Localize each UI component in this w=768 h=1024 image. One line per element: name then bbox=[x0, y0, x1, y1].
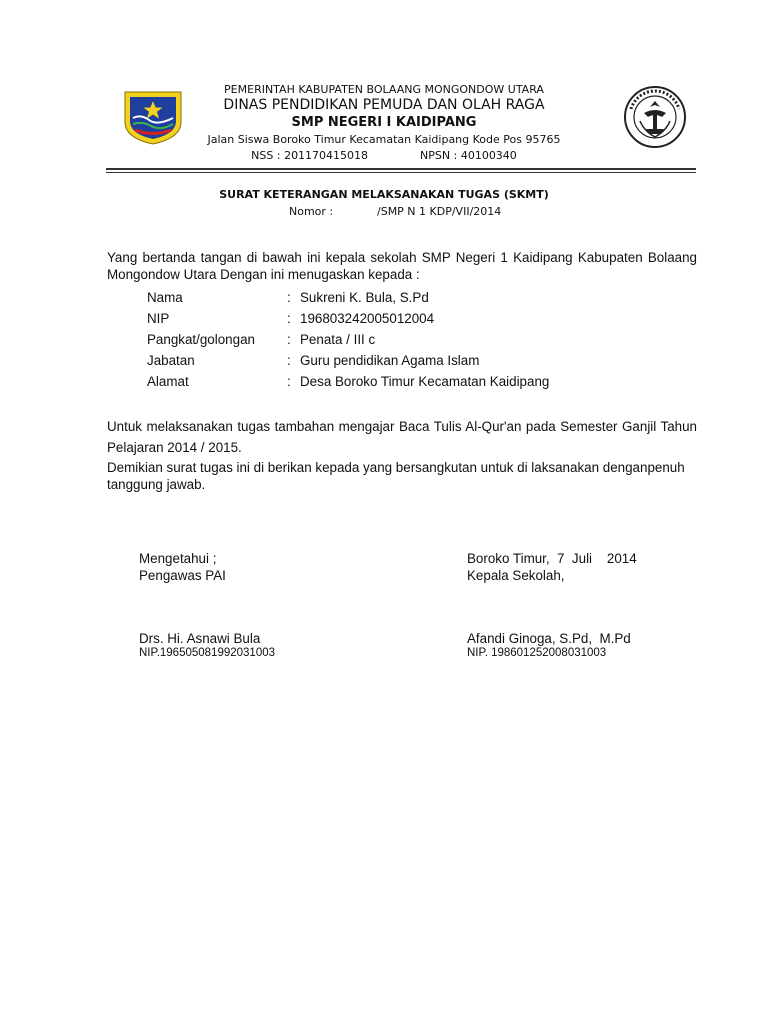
letter-number-value: /SMP N 1 KDP/VII/2014 bbox=[377, 205, 502, 218]
kop-department: DINAS PENDIDIKAN PEMUDA DAN OLAH RAGA bbox=[223, 97, 545, 113]
kop-address: Jalan Siswa Boroko Timur Kecamatan Kaidipang Kode Pos 95765 bbox=[207, 133, 561, 146]
kop-identifiers bbox=[0, 149, 768, 162]
signature-left-name: Drs. Hi. Asnawi Bula bbox=[139, 631, 261, 646]
purpose-paragraph: Untuk melaksanakan tugas tambahan mengajar Baca Tulis Al-Qur'an pada Semester Ganjil Tahun Pelajaran 2014 / 2015. bbox=[107, 419, 697, 455]
detail-value: Guru pendidikan Agama Islam bbox=[300, 353, 480, 368]
detail-value: Penata / III c bbox=[300, 332, 376, 347]
detail-value: Sukreni K. Bula, S.Pd bbox=[300, 290, 429, 305]
detail-value: 196803242005012004 bbox=[300, 311, 435, 326]
kop-nss: NSS : 201170415018 bbox=[251, 149, 369, 162]
detail-label: Nama bbox=[147, 290, 183, 305]
detail-label: Alamat bbox=[147, 374, 189, 389]
letterhead-divider-thin bbox=[106, 172, 696, 173]
kop-school-name: SMP NEGERI I KAIDIPANG bbox=[291, 115, 477, 130]
detail-colon: : bbox=[287, 290, 291, 305]
letter-number-label: Nomor : bbox=[289, 205, 334, 218]
detail-colon: : bbox=[287, 332, 291, 347]
signature-left-nip: NIP.196505081992031003 bbox=[139, 647, 276, 659]
kop-npsn: NPSN : 40100340 bbox=[420, 149, 517, 162]
letter-title: SURAT KETERANGAN MELAKSANAKAN TUGAS (SKMT) bbox=[219, 188, 549, 201]
signature-left-line1: Mengetahui ; bbox=[139, 551, 217, 566]
signature-right-line2: Kepala Sekolah, bbox=[467, 568, 565, 583]
signature-right-nip: NIP. 198601252008031003 bbox=[467, 647, 607, 659]
signature-left-line2: Pengawas PAI bbox=[139, 568, 226, 583]
signature-right-name: Afandi Ginoga, S.Pd, M.Pd bbox=[467, 631, 631, 646]
detail-label: NIP bbox=[147, 311, 170, 326]
intro-paragraph: Yang bertanda tangan di bawah ini kepala sekolah SMP Negeri 1 Kaidipang Kabupaten Bolaang Mongondow Utara Dengan ini menugaskan kepada : bbox=[107, 250, 697, 282]
detail-value: Desa Boroko Timur Kecamatan Kaidipang bbox=[300, 374, 550, 389]
detail-colon: : bbox=[287, 353, 291, 368]
letterhead-divider bbox=[106, 168, 696, 170]
detail-colon: : bbox=[287, 311, 291, 326]
kop-government: PEMERINTAH KABUPATEN BOLAANG MONGONDOW UTARA bbox=[224, 83, 544, 96]
detail-label: Jabatan bbox=[147, 353, 195, 368]
detail-colon: : bbox=[287, 374, 291, 389]
signature-right-line1: Boroko Timur, 7 Juli 2014 bbox=[467, 551, 637, 566]
detail-label: Pangkat/golongan bbox=[147, 332, 255, 347]
closing-paragraph: Demikian surat tugas ini di berikan kepada yang bersangkutan untuk di laksanakan denganpenuh tanggung jawab. bbox=[107, 460, 685, 492]
